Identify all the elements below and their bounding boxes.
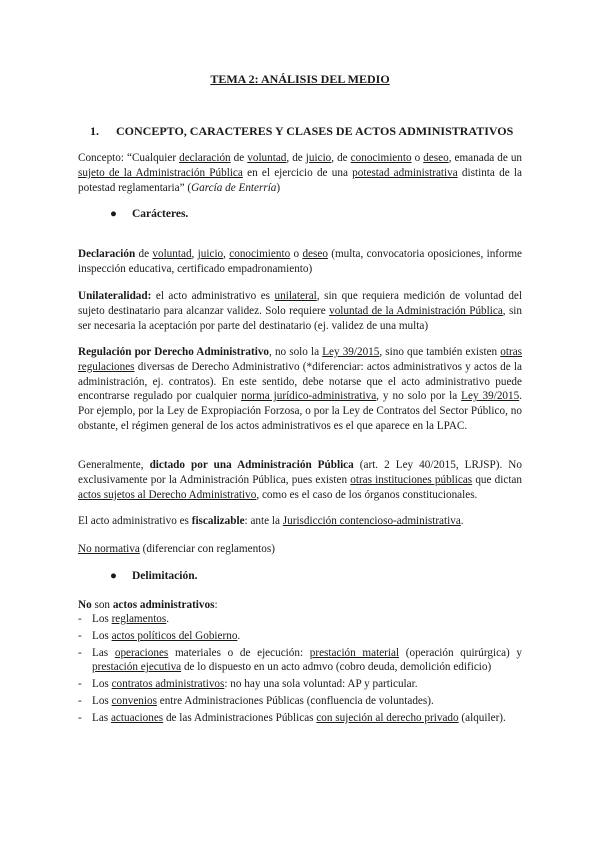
text: de bbox=[135, 248, 153, 260]
text: Generalmente, bbox=[78, 459, 150, 471]
term: voluntad de la Administración Pública bbox=[329, 304, 503, 317]
term: con sujeción al derecho privado bbox=[316, 711, 459, 724]
text: , sin ser necesaria la aceptación por parte del destinatario (ej. validez de una multa) bbox=[78, 304, 522, 332]
term: prestación ejecutiva bbox=[92, 661, 182, 674]
bold-term: actos administrativos bbox=[112, 599, 215, 611]
term: actos políticos del Gobierno bbox=[111, 629, 238, 642]
bullet-dot-icon: ● bbox=[110, 208, 117, 220]
term: juicio bbox=[197, 248, 224, 260]
dash-bullet: - bbox=[78, 711, 82, 724]
dash-bullet: - bbox=[78, 678, 82, 691]
term: declaración bbox=[179, 152, 231, 164]
no-son-heading bbox=[78, 598, 522, 613]
author: García de Enterría bbox=[191, 181, 277, 194]
no-son-list bbox=[78, 612, 522, 728]
unilateralidad-paragraph bbox=[78, 289, 522, 333]
text: : bbox=[214, 599, 218, 611]
text: o bbox=[290, 248, 303, 260]
term: actuaciones bbox=[110, 711, 164, 724]
dash-bullet: - bbox=[78, 694, 82, 707]
bullet-label: Carácteres. bbox=[132, 208, 189, 220]
term: otras instituciones públicas bbox=[350, 473, 473, 486]
text: , como es el caso de los órganos constitucionales. bbox=[256, 488, 478, 501]
text: , de bbox=[331, 152, 351, 164]
text: Las bbox=[92, 646, 115, 659]
term: reglamentos bbox=[111, 613, 167, 625]
term: contratos administrativos bbox=[111, 678, 225, 691]
text: diversas de Derecho Administrativo (*diferenciar: actos administrativos y actos de la administración, ej. contratos). En este sentido, debe notarse que el acto administrativo puede encontrarse regulado por cualquier bbox=[78, 360, 522, 403]
bold-term: fiscalizable bbox=[191, 515, 245, 527]
text: ) bbox=[276, 181, 281, 194]
text: o bbox=[411, 152, 424, 164]
text: distinta de la potestad reglamentaria” ( bbox=[78, 166, 522, 194]
concepto-paragraph bbox=[78, 151, 522, 195]
text: , bbox=[223, 248, 230, 260]
list-item bbox=[78, 612, 522, 627]
section-title: CONCEPTO, CARACTERES Y CLASES DE ACTOS ADMINISTRATIVOS bbox=[116, 124, 514, 138]
bold-term: dictado por una Administración Pública bbox=[149, 459, 354, 471]
text: : no hay una sola voluntad: AP y particular. bbox=[224, 678, 418, 691]
fiscalizable-paragraph bbox=[78, 514, 522, 529]
declaracion-paragraph bbox=[78, 247, 522, 277]
section-number: 1. bbox=[90, 124, 99, 138]
term: juicio bbox=[305, 152, 332, 164]
list-item bbox=[78, 677, 522, 692]
bullet-label: Delimitación. bbox=[132, 570, 198, 582]
regulacion-paragraph bbox=[78, 345, 522, 434]
text: , de bbox=[286, 152, 306, 164]
text: El acto administrativo es bbox=[78, 515, 192, 527]
bold-term: Unilateralidad: bbox=[78, 290, 152, 302]
term: conocimiento bbox=[350, 152, 412, 164]
list-item bbox=[78, 711, 522, 726]
term: conocimiento bbox=[229, 248, 291, 260]
text: (diferenciar con reglamentos) bbox=[139, 543, 275, 555]
dash-bullet: - bbox=[78, 629, 82, 642]
text: en el ejercicio de una bbox=[242, 166, 353, 179]
text: son bbox=[91, 599, 113, 611]
text: que dictan bbox=[472, 473, 522, 486]
text: (alquiler). bbox=[458, 711, 506, 724]
term: Ley 39/2015 bbox=[461, 390, 520, 403]
term: convenios bbox=[111, 694, 157, 707]
term: norma jurídico-administrativa bbox=[241, 390, 377, 403]
bold-term: Declaración bbox=[78, 248, 136, 260]
bullet-dot-icon: ● bbox=[110, 570, 117, 582]
term: actos sujetos al Derecho Administrativo bbox=[78, 488, 257, 501]
text: materiales o de ejecución: bbox=[168, 646, 310, 659]
text: Concepto: “Cualquier bbox=[78, 152, 180, 164]
term: potestad administrativa bbox=[352, 166, 458, 179]
term: voluntad bbox=[247, 152, 287, 164]
section-heading bbox=[90, 124, 513, 139]
list-item bbox=[78, 694, 522, 709]
term: Jurisdicción contencioso-administrativa bbox=[282, 515, 461, 527]
bullet-caracteres bbox=[110, 208, 188, 220]
bold-term: No bbox=[78, 599, 92, 611]
text: Los bbox=[92, 694, 112, 707]
text: (multa, convocatoria oposiciones, informe inspección educativa, certificado empadronamiento) bbox=[78, 248, 523, 275]
text: Los bbox=[92, 629, 112, 642]
text: (operación quirúrgica) y bbox=[399, 646, 523, 659]
term: No normativa bbox=[78, 543, 140, 555]
text: entre Administraciones Públicas (confluencia de voluntades). bbox=[156, 694, 434, 707]
text: . bbox=[460, 515, 464, 527]
bold-term: Regulación por Derecho Administrativo bbox=[78, 346, 270, 358]
text: : ante la bbox=[244, 515, 283, 527]
text: Los bbox=[92, 678, 112, 691]
dash-bullet: - bbox=[78, 646, 82, 659]
term: deseo bbox=[423, 152, 449, 164]
term: operaciones bbox=[114, 646, 169, 659]
text: , sin que requiera medición de voluntad del sujeto destinatario para alcanzar validez. Solo requiere bbox=[78, 290, 522, 317]
term: voluntad bbox=[152, 248, 192, 260]
text: de bbox=[230, 152, 248, 164]
no-normativa-paragraph bbox=[78, 542, 522, 557]
text: . Por ejemplo, por la Ley de Expropiación Forzosa, o por la Ley de Contratos del Sector Público, no obstante, el régimen general de los actos administrativos es el que aparece en la LPAC. bbox=[78, 390, 522, 432]
text: (art. 2 Ley 40/2015, LRJSP). No exclusivamente por la Administración Pública, pues existen bbox=[78, 459, 522, 486]
text: Las bbox=[92, 711, 111, 724]
term: Ley 39/2015 bbox=[322, 346, 380, 358]
text: de las Administraciones Públicas bbox=[163, 711, 317, 724]
generalmente-paragraph bbox=[78, 458, 522, 502]
text: , y no solo por la bbox=[376, 390, 462, 403]
text: , sino que también existen bbox=[379, 346, 501, 358]
term: sujeto de la Administración Pública bbox=[78, 166, 243, 179]
term: otras regulaciones bbox=[78, 346, 523, 373]
text: el acto administrativo es bbox=[151, 290, 275, 302]
text: Los bbox=[92, 613, 112, 625]
text: de lo dispuesto en un acto admvo (cobro deuda, demolición edificio) bbox=[181, 661, 492, 674]
page-title: TEMA 2: ANÁLISIS DEL MEDIO bbox=[210, 72, 390, 86]
bullet-delimitacion bbox=[110, 570, 197, 582]
text: . bbox=[237, 629, 241, 642]
text: , emanada de un bbox=[448, 152, 523, 164]
term: prestación material bbox=[309, 646, 400, 659]
text: , bbox=[191, 248, 198, 260]
list-item bbox=[78, 629, 522, 644]
dash-bullet: - bbox=[78, 613, 82, 625]
term: deseo bbox=[302, 248, 328, 260]
text: . bbox=[166, 613, 170, 625]
term: unilateral bbox=[274, 290, 317, 302]
list-item bbox=[78, 646, 522, 676]
text: , no solo la bbox=[269, 346, 323, 358]
